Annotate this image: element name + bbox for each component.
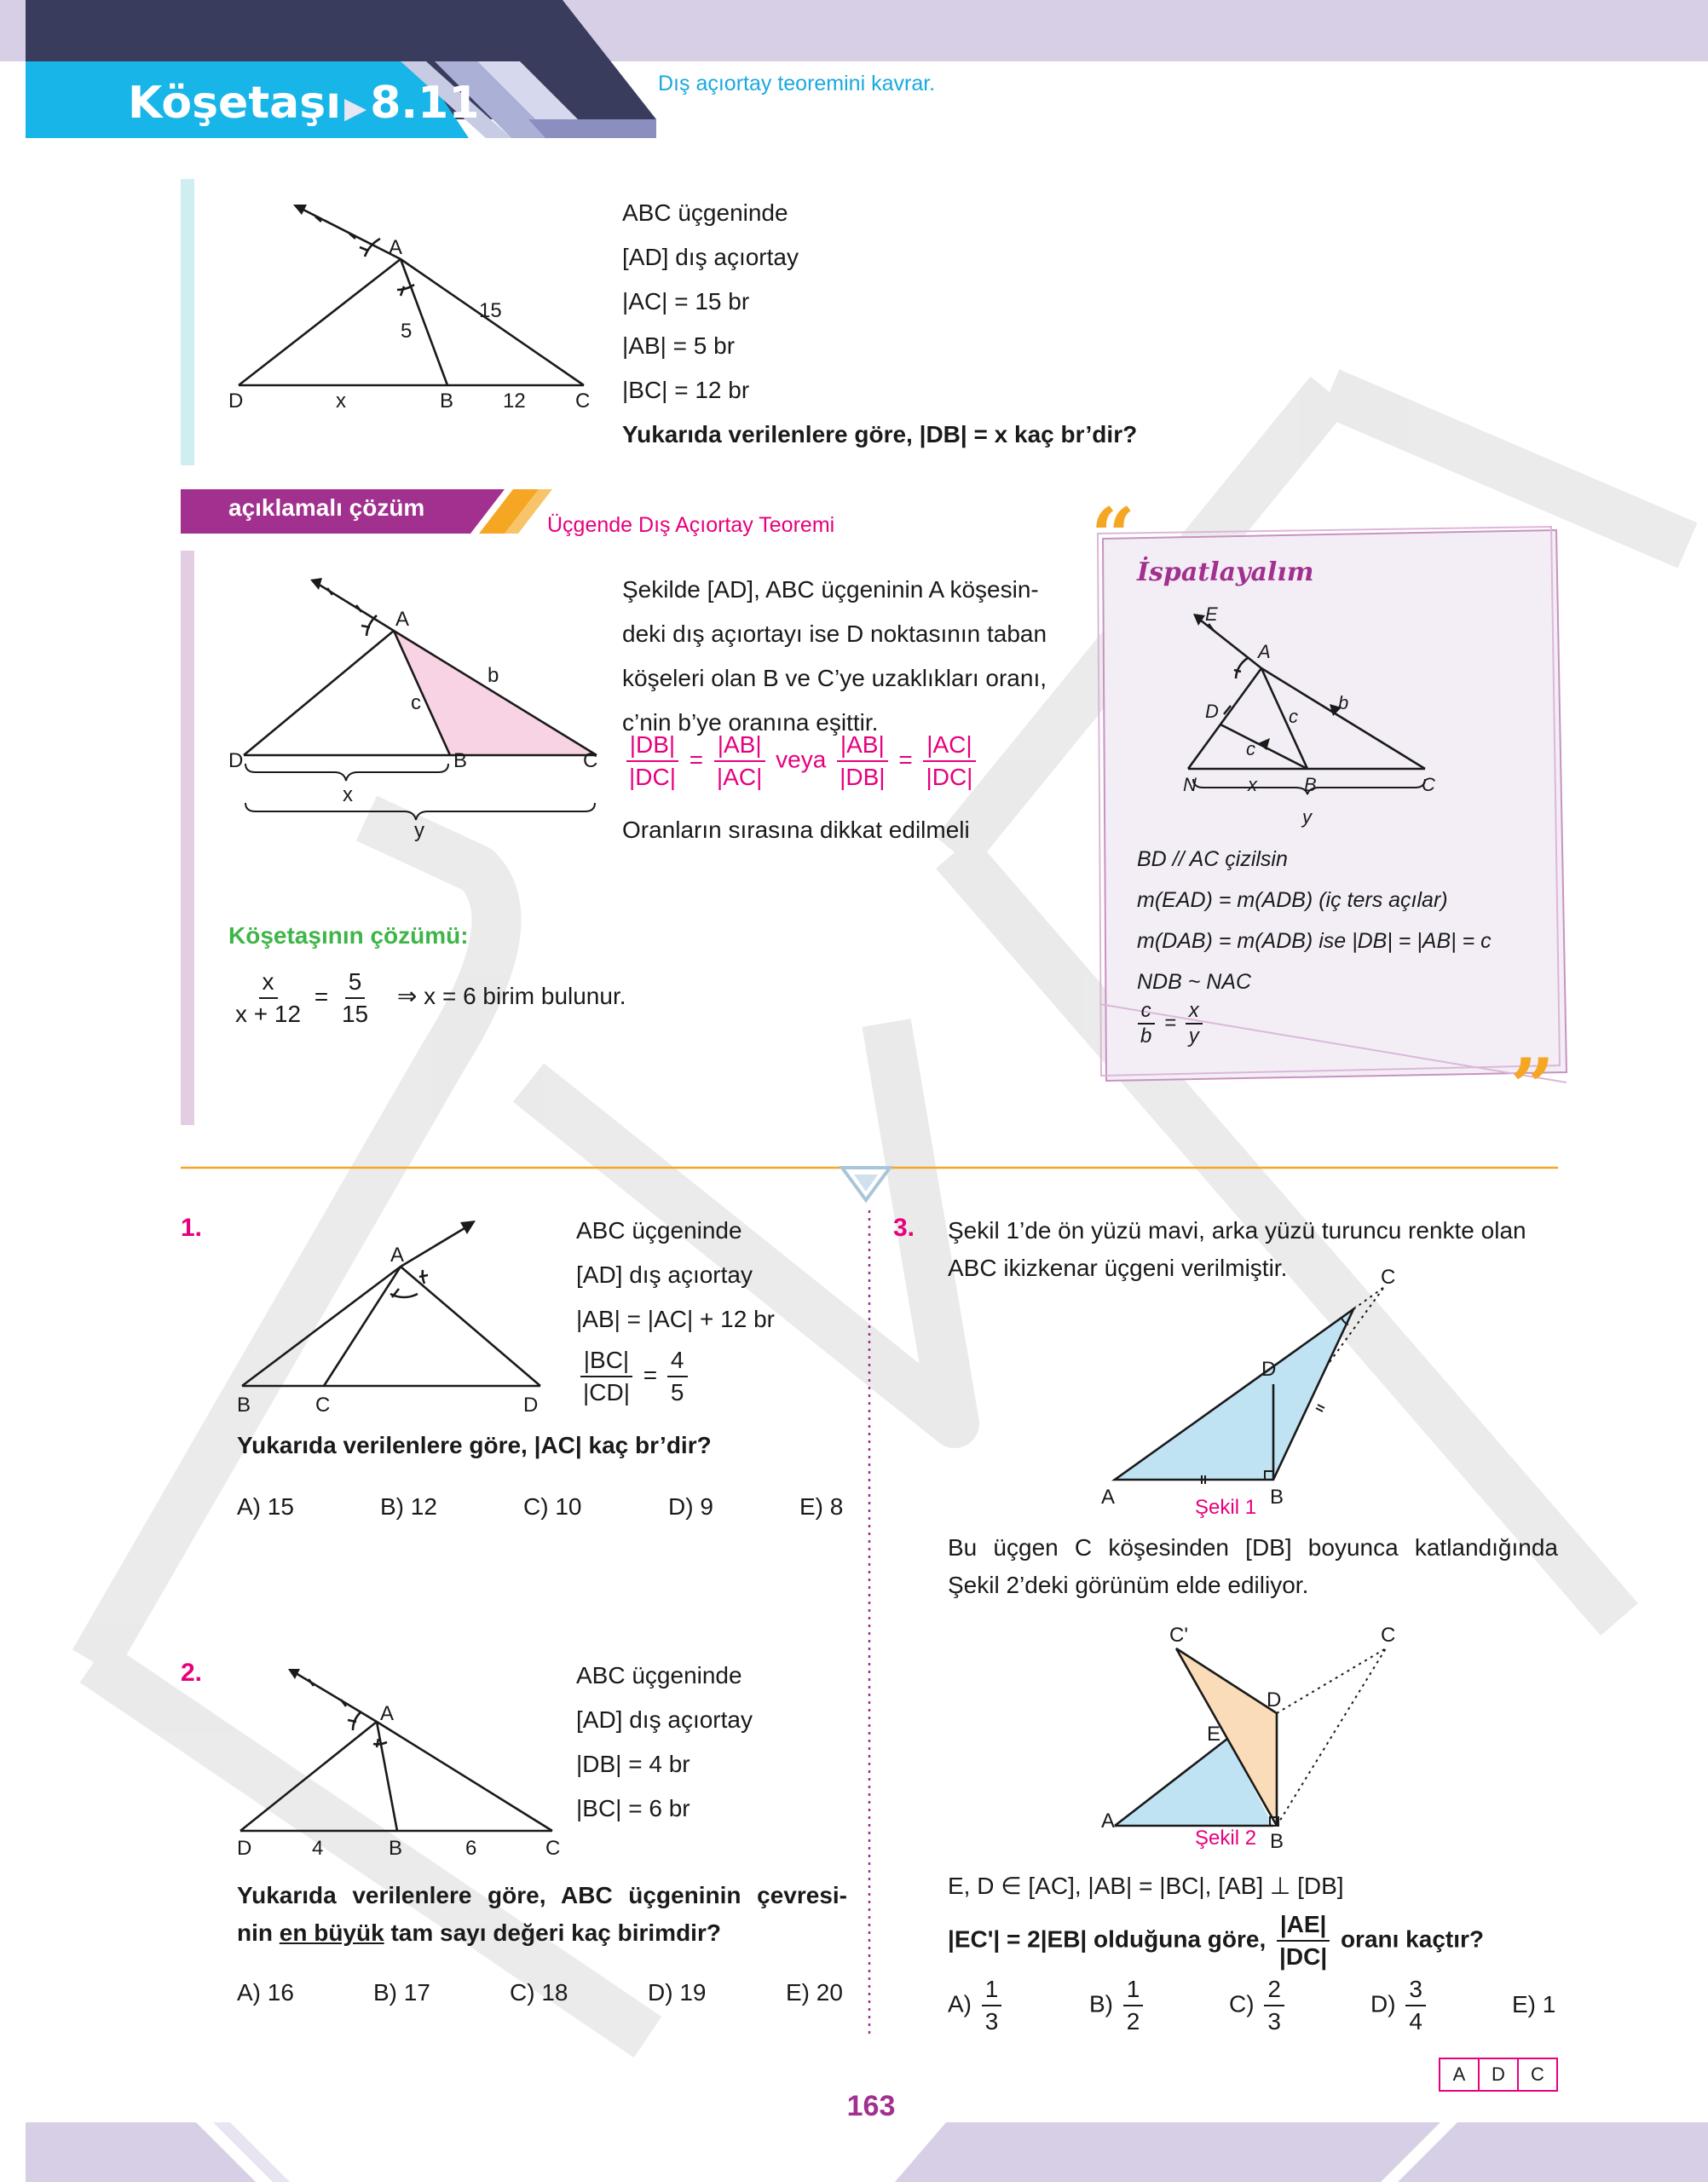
q3f1-label-b: B bbox=[1270, 1486, 1284, 1509]
kosetasi-solution bbox=[228, 967, 626, 1030]
sol-label-c: C bbox=[583, 749, 598, 772]
solution-figure bbox=[222, 563, 622, 852]
formula-eq: = bbox=[689, 746, 704, 773]
q3f1-label-a: A bbox=[1101, 1486, 1116, 1509]
q3f2-label-c1: C' bbox=[1169, 1624, 1188, 1647]
watermark-text: DAKİKA bbox=[0, 0, 3, 1]
given-line: ABC üçgeninde bbox=[622, 199, 788, 226]
proof-line: BD // AC çizilsin bbox=[1137, 847, 1288, 871]
solution-formula bbox=[622, 730, 979, 793]
proof-label-c-lower: c bbox=[1246, 738, 1255, 759]
q3f2-label-a: A bbox=[1101, 1810, 1116, 1833]
q1-ratio-eq: = bbox=[643, 1361, 658, 1388]
q3f1-label-c: C bbox=[1381, 1266, 1396, 1289]
q3f1-label-d: D bbox=[1261, 1358, 1277, 1381]
q1-ratio bbox=[576, 1345, 691, 1408]
proof-line: m(DAB) = m(ADB) ise |DB| = |AB| = c bbox=[1137, 929, 1492, 953]
fig-label-db: x bbox=[336, 390, 346, 413]
fig-label-ab: 5 bbox=[401, 320, 413, 343]
formula-den: |DC| bbox=[629, 764, 676, 790]
q1-option-a[interactable]: A) 15 bbox=[237, 1493, 294, 1520]
solution-badge: açıklamalı çözüm bbox=[228, 494, 425, 521]
q3f2-label-e: E bbox=[1207, 1723, 1221, 1746]
objective-text: Dış açıortay teoremini kavrar. bbox=[658, 72, 936, 95]
q2-question bbox=[237, 1877, 847, 1952]
q1-given-line: [AD] dış açıortay bbox=[576, 1261, 753, 1288]
proof-label-d: D bbox=[1205, 701, 1219, 722]
q2-label-d: D bbox=[237, 1837, 252, 1860]
proof-open-quote: “ bbox=[1091, 491, 1135, 581]
q3-number: 3. bbox=[893, 1214, 915, 1242]
solution-note: Oranların sırasına dikkat edilmeli bbox=[622, 817, 970, 843]
section-divider bbox=[181, 1159, 1561, 1210]
formula-den: |DC| bbox=[926, 764, 973, 790]
q2-question-line2: nin en büyük tam sayı değeri kaç birimdir? bbox=[237, 1919, 721, 1946]
solution-accent-bar bbox=[181, 551, 194, 1125]
q3-intro-line: ABC ikizkenar üçgeni verilmiştir. bbox=[948, 1255, 1288, 1281]
explanation-line: Şekilde [AD], ABC üçgeninin A köşesin- bbox=[622, 576, 1039, 603]
q3f2-label-d: D bbox=[1267, 1688, 1282, 1712]
section-code: 8.11 bbox=[370, 78, 480, 129]
given-line: |BC| = 12 br bbox=[622, 377, 750, 403]
q2-given-line: ABC üçgeninde bbox=[576, 1662, 742, 1688]
kosetasi-den: 15 bbox=[341, 1001, 369, 1027]
kosetasi-title: Köşetaşının çözümü: bbox=[228, 922, 469, 949]
proof-line: NDB ~ NAC bbox=[1137, 970, 1252, 994]
formula-num: |AB| bbox=[837, 730, 888, 762]
answer-key-cell: A bbox=[1440, 2059, 1480, 2090]
column-divider bbox=[867, 1210, 872, 2037]
q3-option-e[interactable]: E) 1 bbox=[1512, 1991, 1556, 2017]
fig-label-d: D bbox=[228, 390, 244, 413]
q3-question-den: |DC| bbox=[1279, 1943, 1328, 1970]
q2-label-bc: 6 bbox=[465, 1837, 477, 1860]
proof-ratio-eq: = bbox=[1164, 1011, 1177, 1035]
q3-intro bbox=[948, 1212, 1558, 1287]
proof-ratio bbox=[1134, 999, 1206, 1048]
sol-label-b-side: b bbox=[488, 664, 499, 687]
q1-ratio-num: |BC| bbox=[580, 1345, 632, 1377]
solution-explanation bbox=[622, 568, 1082, 745]
q2-given-line: |BC| = 6 br bbox=[576, 1795, 690, 1821]
q3-question-post: oranı kaçtır? bbox=[1340, 1925, 1484, 1953]
proof-label-b-side: b bbox=[1338, 692, 1349, 713]
sol-label-c-side: c bbox=[411, 691, 421, 714]
formula-num: |AB| bbox=[714, 730, 765, 762]
q1-ratio-vden: 5 bbox=[670, 1379, 684, 1406]
q3-question-num: |AE| bbox=[1277, 1909, 1330, 1942]
footer-band bbox=[0, 2122, 1708, 2182]
example-figure bbox=[222, 196, 631, 426]
formula-eq: = bbox=[898, 746, 913, 773]
q3-mid-line: Bu üçgen C köşesinden [DB] boyunca katlandığında bbox=[948, 1534, 1558, 1561]
q1-option-c[interactable]: C) 10 bbox=[523, 1493, 582, 1520]
q1-option-d[interactable]: D) 9 bbox=[668, 1493, 713, 1520]
q2-option-e[interactable]: E) 20 bbox=[786, 1979, 843, 2006]
q2-label-b: B bbox=[389, 1837, 403, 1860]
page-number: 163 bbox=[846, 2090, 896, 2122]
proof-lines bbox=[1137, 839, 1492, 1002]
sol-label-x: x bbox=[343, 783, 353, 806]
proof-label-x: x bbox=[1248, 774, 1257, 795]
q1-label-a: A bbox=[390, 1244, 405, 1267]
q1-option-e[interactable]: E) 8 bbox=[799, 1493, 844, 1520]
q3-option-b[interactable]: B) $\frac{1}{2}$ bbox=[1089, 1974, 1146, 2037]
proof-close-quote: ” bbox=[1510, 1042, 1555, 1132]
q2-given-line: |DB| = 4 br bbox=[576, 1751, 690, 1777]
sol-label-y: y bbox=[414, 819, 424, 842]
q1-option-b[interactable]: B) 12 bbox=[380, 1493, 437, 1520]
proof-ratio-num: c bbox=[1138, 999, 1155, 1025]
q1-given-line: ABC üçgeninde bbox=[576, 1217, 742, 1244]
q3-mid-line: Şekil 2’deki görünüm elde ediliyor. bbox=[948, 1572, 1309, 1598]
given-line: |AC| = 15 br bbox=[622, 288, 750, 315]
q2-figure bbox=[230, 1660, 588, 1873]
fig-label-a: A bbox=[389, 236, 403, 259]
q3-option-c[interactable]: C) $\frac{2}{3}$ bbox=[1229, 1974, 1288, 2037]
q1-figure bbox=[230, 1210, 571, 1417]
q3-option-d[interactable]: D) $\frac{3}{4}$ bbox=[1370, 1974, 1429, 2037]
q1-label-d: D bbox=[523, 1394, 539, 1417]
q2-number: 2. bbox=[181, 1659, 203, 1687]
proof-title: İspatlayalım bbox=[1137, 557, 1314, 587]
explanation-line: köşeleri olan B ve C’ye uzaklıkları oranı, bbox=[622, 665, 1047, 691]
q2-label-db: 4 bbox=[312, 1837, 324, 1860]
q2-option-b[interactable]: B) 17 bbox=[373, 1979, 430, 2006]
q3-option-a[interactable]: A) $\frac{1}{3}$ bbox=[948, 1974, 1005, 2037]
q3-figure-2-caption: Şekil 2 bbox=[1195, 1827, 1257, 1850]
q3-figure-2 bbox=[1099, 1619, 1457, 1867]
formula-den: |AC| bbox=[716, 764, 763, 790]
fig-label-b: B bbox=[440, 390, 454, 413]
proof-ratio-den: y bbox=[1188, 1025, 1199, 1048]
kosetasi-num: 5 bbox=[345, 967, 366, 999]
q3-mid bbox=[948, 1529, 1558, 1604]
given-line: [AD] dış açıortay bbox=[622, 244, 799, 270]
proof-label-c-upper: c bbox=[1289, 706, 1298, 727]
fig-label-c: C bbox=[575, 390, 591, 413]
q3-figure-1-caption: Şekil 1 bbox=[1195, 1496, 1257, 1519]
proof-figure bbox=[1168, 597, 1457, 835]
q2-emphasis: en büyük bbox=[279, 1919, 384, 1946]
q1-label-c: C bbox=[315, 1394, 331, 1417]
brand-text: Köşetaşı bbox=[128, 78, 342, 129]
kosetasi-num: x bbox=[259, 967, 278, 999]
kosetasi-eq: = bbox=[314, 983, 329, 1010]
formula-num: |DB| bbox=[626, 730, 678, 762]
proof-label-n: N bbox=[1183, 774, 1197, 795]
q3f2-label-c: C bbox=[1381, 1624, 1396, 1647]
answer-key bbox=[1439, 2058, 1558, 2092]
proof-label-e: E bbox=[1205, 603, 1218, 625]
q1-given bbox=[576, 1209, 775, 1342]
explanation-line: c’nin b’ye oranına eşittir. bbox=[622, 709, 879, 736]
answer-key-cell: D bbox=[1480, 2059, 1519, 2090]
sol-label-a: A bbox=[395, 608, 410, 631]
q2-option-d[interactable]: D) 19 bbox=[648, 1979, 707, 2006]
q3-question-pre: |EC'| = 2|EB| olduğuna göre, bbox=[948, 1925, 1267, 1953]
q3-figure-1 bbox=[1099, 1266, 1457, 1526]
answer-key-cell: C bbox=[1531, 2064, 1544, 2085]
q2-given-line: [AD] dış açıortay bbox=[576, 1706, 753, 1733]
example-question: Yukarıda verilenlere göre, |DB| = x kaç br’dir? bbox=[622, 421, 1138, 447]
q3-given: E, D ∈ [AC], |AB| = |BC|, [AB] ⊥ [DB] bbox=[948, 1873, 1344, 1899]
q3-question bbox=[948, 1909, 1484, 1972]
q1-question: Yukarıda verilenlere göre, |AC| kaç br’dir? bbox=[237, 1432, 712, 1458]
fig-label-bc: 12 bbox=[503, 390, 526, 413]
q2-option-c[interactable]: C) 18 bbox=[510, 1979, 568, 2006]
q3-intro-line: Şekil 1’de ön yüzü mavi, arka yüzü turuncu renkte olan bbox=[948, 1217, 1526, 1244]
given-line: |AB| = 5 br bbox=[622, 332, 736, 359]
proof-line: m(EAD) = m(ADB) (iç ters açılar) bbox=[1137, 888, 1448, 912]
formula-den: |DB| bbox=[840, 764, 886, 790]
q2-label-a: A bbox=[380, 1702, 395, 1725]
proof-ratio-den: b bbox=[1140, 1025, 1152, 1048]
solution-topic: Üçgende Dış Açıortay Teoremi bbox=[547, 513, 835, 537]
proof-label-y: y bbox=[1302, 806, 1312, 828]
q2-given bbox=[576, 1654, 753, 1831]
proof-label-c: C bbox=[1422, 774, 1435, 795]
q1-label-b: B bbox=[237, 1394, 251, 1417]
formula-num: |AC| bbox=[923, 730, 975, 762]
sol-label-b: B bbox=[453, 749, 468, 772]
arrow-icon: ▶ bbox=[344, 91, 367, 125]
q2-option-a[interactable]: A) 16 bbox=[237, 1979, 294, 2006]
fig-label-ac: 15 bbox=[479, 299, 502, 322]
formula-or: veya bbox=[776, 746, 827, 773]
kosetasi-result: ⇒ x = 6 birim bulunur. bbox=[396, 983, 626, 1010]
q3f2-label-b: B bbox=[1270, 1830, 1284, 1853]
q1-given-line: |AB| = |AC| + 12 br bbox=[576, 1306, 775, 1332]
proof-ratio-num: x bbox=[1186, 999, 1203, 1025]
explanation-line: deki dış açıortayı ise D noktasının taban bbox=[622, 621, 1047, 647]
example-given bbox=[622, 191, 1137, 457]
q2-label-c: C bbox=[545, 1837, 561, 1860]
q1-number: 1. bbox=[181, 1214, 203, 1242]
proof-label-b: B bbox=[1304, 774, 1317, 795]
kosetasi-den: x + 12 bbox=[235, 1001, 302, 1027]
proof-label-a: A bbox=[1258, 641, 1271, 662]
example-accent-bar bbox=[181, 179, 194, 465]
q1-ratio-vnum: 4 bbox=[667, 1345, 688, 1377]
sol-label-d: D bbox=[228, 749, 244, 772]
q1-ratio-den: |CD| bbox=[583, 1379, 630, 1406]
q2-question-line: Yukarıda verilenlere göre, ABC üçgeninin çevresi- bbox=[237, 1882, 847, 1908]
